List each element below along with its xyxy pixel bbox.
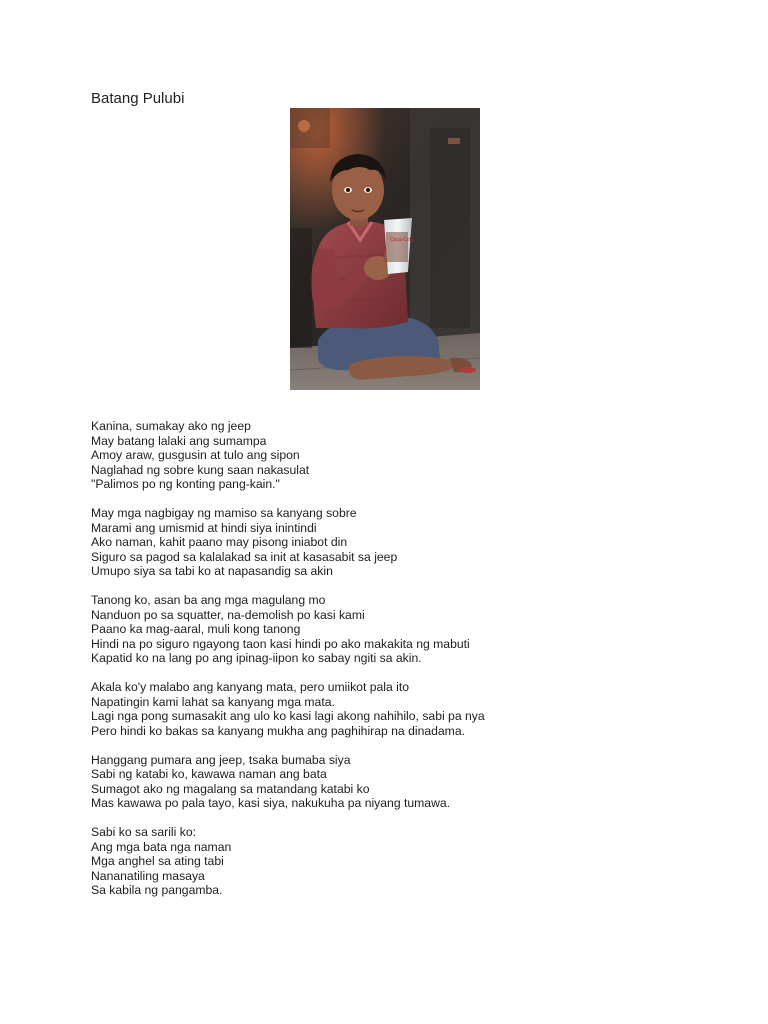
poem-line: May mga nagbigay ng mamiso sa kanyang sobre (91, 506, 357, 520)
cup-label: Coca-Cola (390, 237, 414, 243)
poem-line: Marami ang umismid at hindi siya inintindi (91, 520, 317, 535)
poem-line: Nananatiling masaya (91, 868, 205, 883)
poem-line: Pero hindi ko bakas sa kanyang mukha ang paghihirap na dinadama. (91, 723, 466, 738)
poem-line: May batang lalaki ang sumampa (91, 433, 267, 448)
stanza (91, 680, 711, 738)
poem-line: Amoy araw, gusgusin at tulo ang sipon (91, 448, 300, 462)
poem-line: Paano ka mag-aaral, muli kong tanong (91, 622, 301, 636)
child-photo (290, 108, 480, 390)
poem-line: Ang mga bata nga naman (91, 839, 232, 854)
stanza (91, 825, 711, 898)
poem-line: Mas kawawa po pala tayo, kasi siya, nakukuha pa niyang tumawa. (91, 796, 451, 810)
poem-line: Umupo siya sa tabi ko at napasandig sa akin (91, 564, 333, 578)
poem-line: Kanina, sumakay ako ng jeep (91, 419, 251, 433)
poem-line: Tanong ko, asan ba ang mga magulang mo (91, 593, 326, 607)
poem-line: "Palimos po ng konting pang-kain." (91, 477, 280, 491)
stanza (91, 506, 711, 579)
child-photo-icon (290, 108, 480, 390)
poem-line: Kapatid ko na lang po ang ipinag-iipon ko sabay ngiti sa akin. (91, 651, 422, 665)
poem-line: Naglahad ng sobre kung saan nakasulat (91, 462, 310, 477)
poem-line: Akala ko'y malabo ang kanyang mata, pero umiikot pala ito (91, 680, 410, 694)
poem-line: Mga anghel sa ating tabi (91, 854, 224, 868)
poem-line: Sabi ng katabi ko, kawawa naman ang bata (91, 767, 327, 781)
poem-title: Batang Pulubi (91, 90, 185, 107)
poem-body (91, 419, 711, 912)
poem-line: Napatingin kami lahat sa kanyang mga mata. (91, 694, 335, 709)
stanza (91, 419, 711, 492)
stanza (91, 593, 711, 666)
poem-line: Lagi nga pong sumasakit ang ulo ko kasi lagi akong nahihilo, sabi pa nya (91, 709, 485, 723)
poem-line: Sa kabila ng pangamba. (91, 883, 223, 897)
poem-line: Hanggang pumara ang jeep, tsaka bumaba siya (91, 752, 351, 767)
stanza (91, 753, 711, 811)
poem-line: Sabi ko sa sarili ko: (91, 825, 196, 839)
poem-line: Nanduon po sa squatter, na-demolish po kasi kami (91, 607, 365, 622)
poem-line: Siguro sa pagod sa kalalakad sa init at kasasabit sa jeep (91, 549, 398, 564)
poem-line: Hindi na po siguro ngayong taon kasi hindi po ako makakita ng mabuti (91, 636, 470, 651)
poem-line: Ako naman, kahit paano may pisong iniabot din (91, 535, 348, 549)
poem-line: Sumagot ako ng magalang sa matandang katabi ko (91, 781, 370, 796)
